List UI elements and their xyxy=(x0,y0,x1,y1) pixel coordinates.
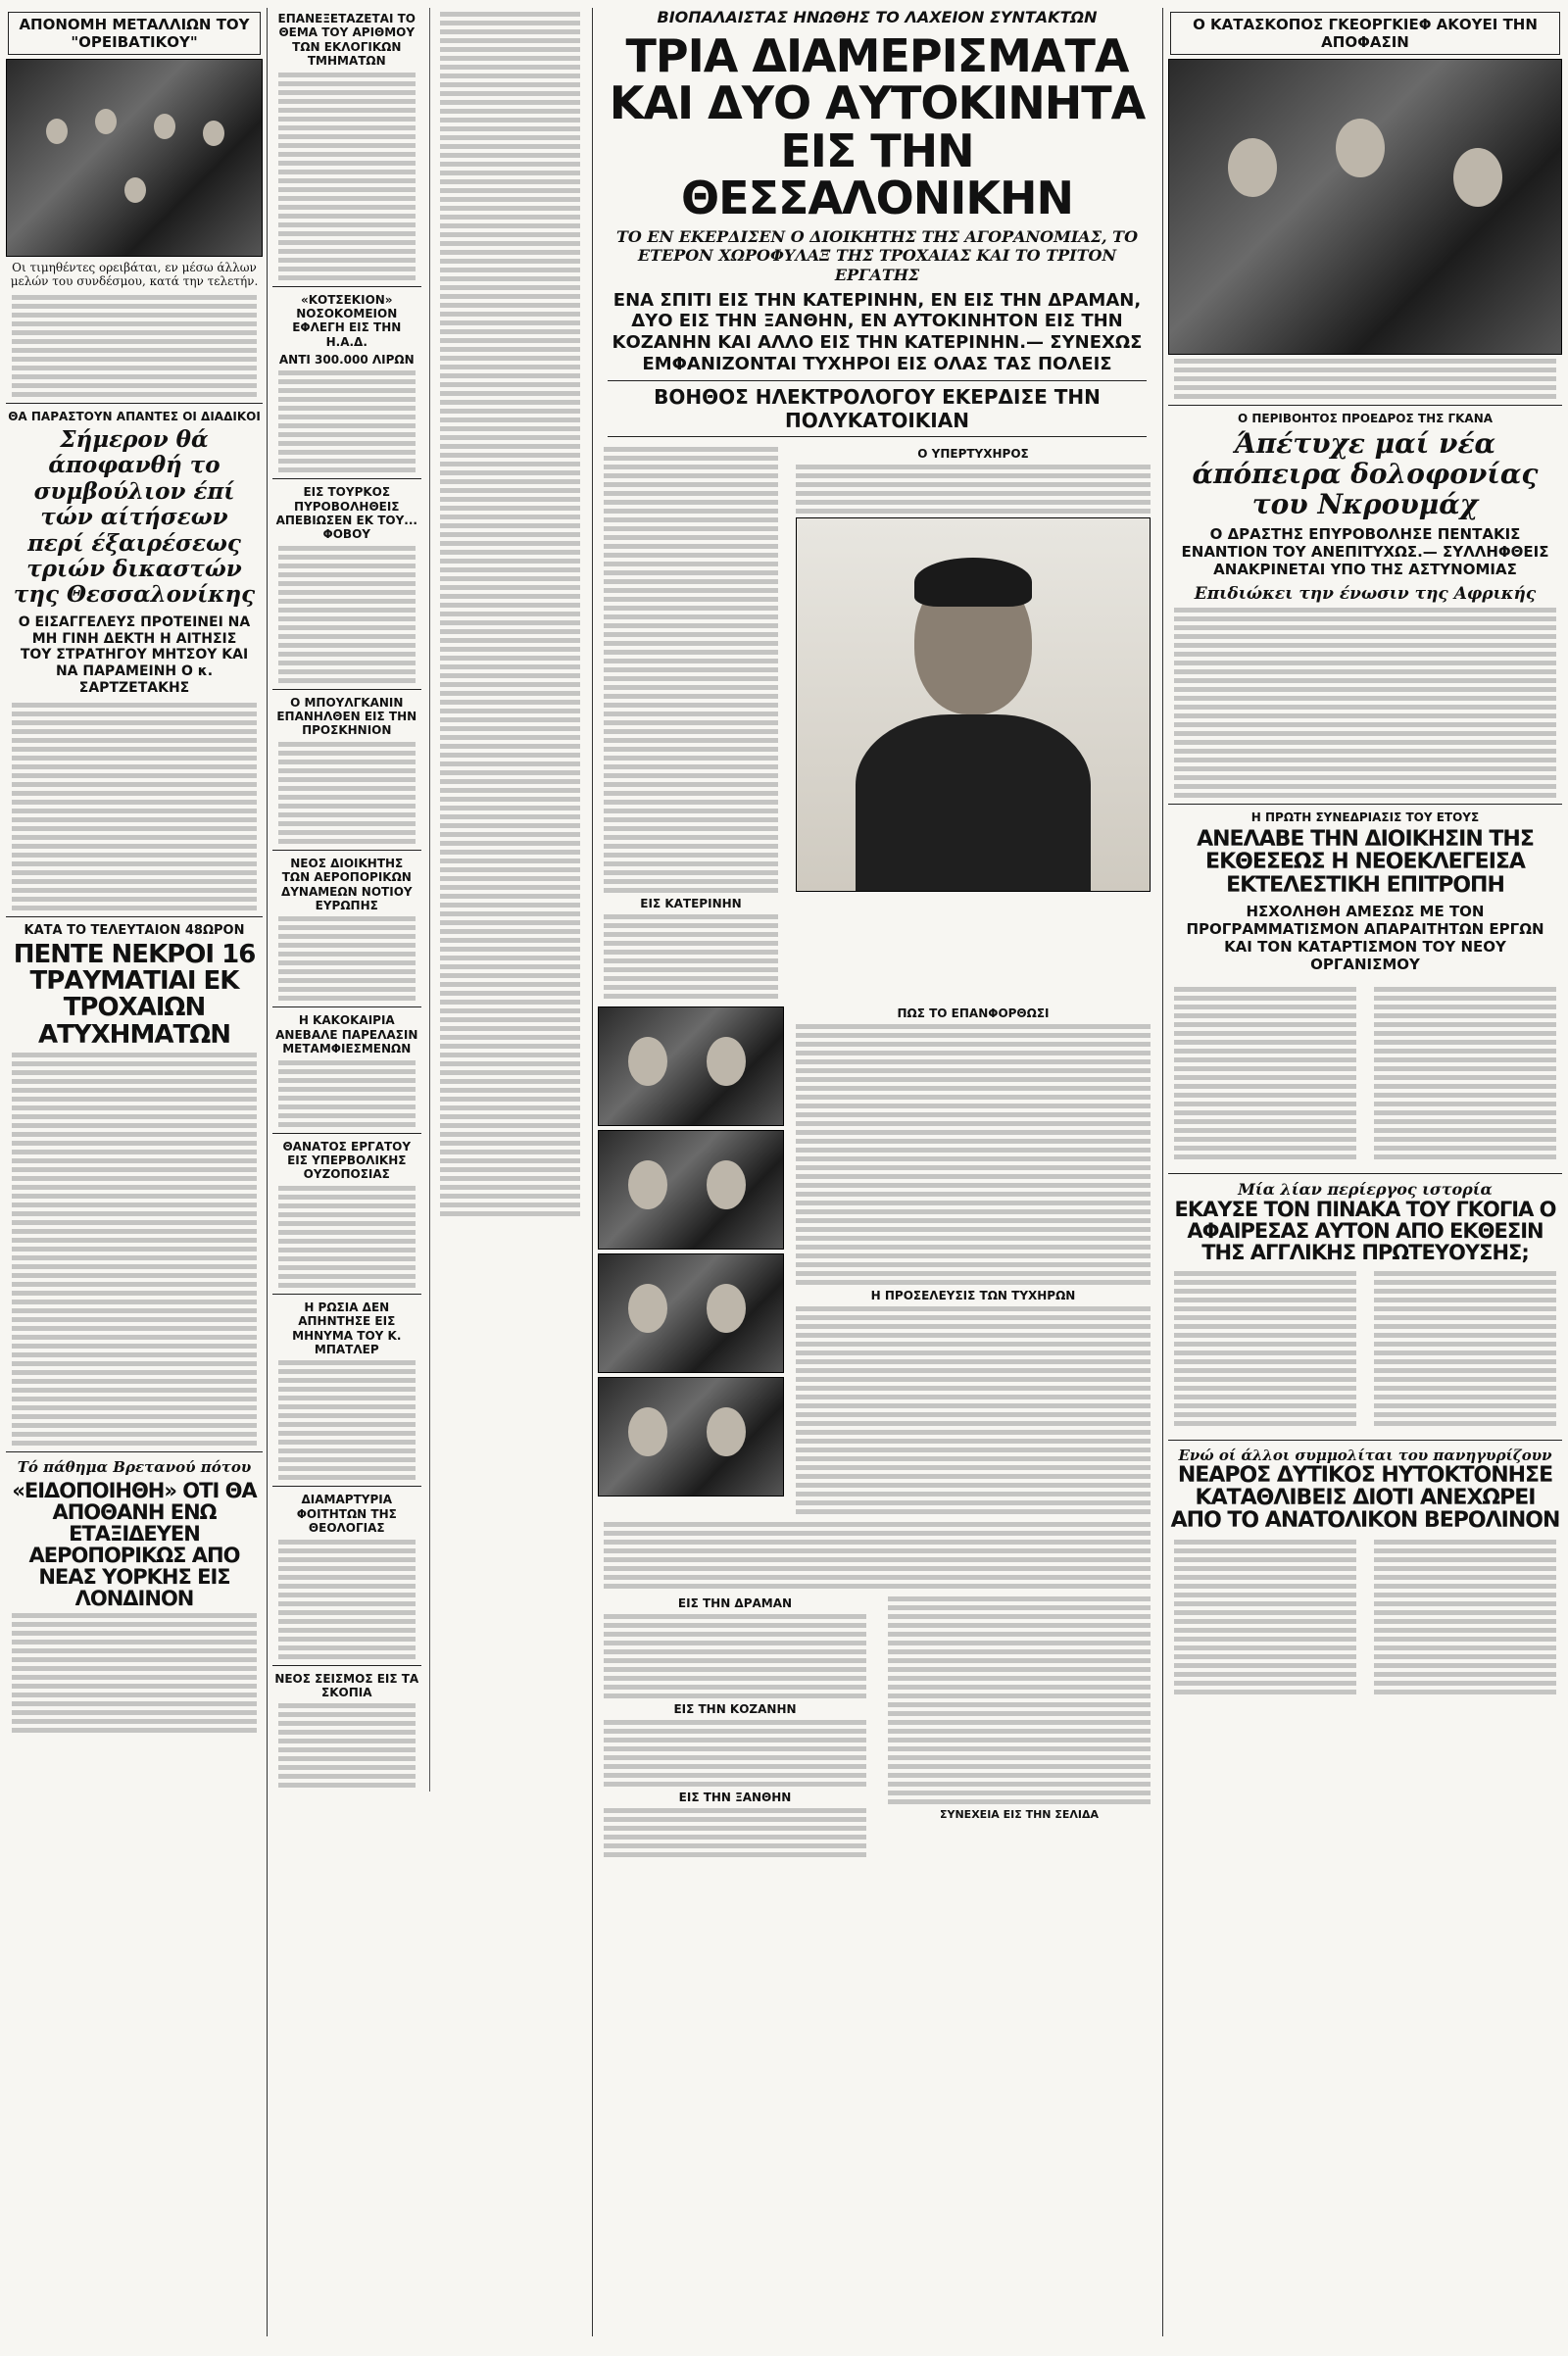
col2-continuation xyxy=(429,8,586,1792)
col1-body-4 xyxy=(12,1613,257,1733)
lead-headline: ΤΡΙΑ ΔΙΑΜΕΡΙΣΜΑΤΑ ΚΑΙ ΔΥΟ ΑΥΤΟΚΙΝΗΤΑ ΕΙΣ ΤΗΝ ΘΕΣΣΑΛΟΝΙΚΗΝ xyxy=(609,29,1146,224)
lead-section-drama: ΕΙΣ ΤΗΝ ΔΡΑΜΑΝ xyxy=(677,1596,793,1611)
lead-sub3: ΒΟΗΘΟΣ ΗΛΕΚΤΡΟΛΟΓΟΥ ΕΚΕΡΔΙΣΕ ΤΗΝ ΠΟΛΥΚΑΤΟΙΚΙΑΝ xyxy=(608,380,1147,437)
col1-body-1 xyxy=(12,295,257,397)
lead-kicker: ΒΙΟΠΑΛΑΙΣΤΑΣ ΗΝΩΘΗΣ ΤΟ ΛΑΧΕΙΟΝ ΣΥΝΤΑΚΤΩΝ xyxy=(657,8,1098,26)
col6-headline3: ΑΝΕΛΑΒΕ ΤΗΝ ΔΙΟΙΚΗΣΙΝ ΤΗΣ ΕΚΘΕΣΕΩΣ Η ΝΕΟΕΚΛΕΓΕΙΣΑ ΕΚΤΕΛΕΣΤΙΚΗ ΕΠΙΤΡΟΠΗ xyxy=(1197,827,1534,898)
lead-section-xanthi: ΕΙΣ ΤΗΝ ΞΑΝΘΗΝ xyxy=(678,1791,792,1805)
col1-body-3 xyxy=(12,1053,257,1446)
winner-portrait xyxy=(796,517,1151,892)
lead-text-col-b xyxy=(790,443,1156,1003)
col6-kicker3: Η ΠΡΩΤΗ ΣΥΝΕΔΡΙΑΣΙΣ ΤΟΥ ΕΤΟΥΣ xyxy=(1250,810,1480,825)
col6-sub2b: Επιδιώκει την ένωσιν της Αφρικής xyxy=(1194,584,1537,605)
col2-header1: ΕΠΑΝΕΞΕΤΑΖΕΤΑΙ ΤΟ ΘΕΜΑ ΤΟΥ ΑΡΙΘΜΟΥ ΤΩΝ ΕΚΛΟΓΙΚΩΝ ΤΜΗΜΑΤΩΝ xyxy=(277,12,416,69)
col6-kicker5: Ενώ οί άλλοι συμμολίται του πανηγυρίζουν xyxy=(1178,1446,1552,1464)
lead-photo-grid xyxy=(598,1003,784,1518)
col6-top-header: Ο ΚΑΤΑΣΚΟΠΟΣ ΓΚΕΟΡΓΚΙΕΦ ΑΚΟΥΕΙ ΤΗΝ ΑΠΟΦΑΣΙΝ xyxy=(1170,12,1560,55)
col2-header6: Η ΚΑΚΟΚΑΙΡΙΑ ΑΝΕΒΑΛΕ ΠΑΡΕΛΑΣΙΝ ΜΕΤΑΜΦΙΕΣΜΕΝΩΝ xyxy=(275,1013,418,1056)
center-lead-story xyxy=(598,8,1156,2336)
col2-header8: Η ΡΩΣΙΑ ΔΕΝ ΑΠΗΝΤΗΣΕ ΕΙΣ ΜΗΝΥΜΑ ΤΟΥ Κ. ΜΠΑΤΛΕΡ xyxy=(292,1300,402,1356)
lead-footer: ΣΥΝΕΧΕΙΑ ΕΙΣ ΤΗΝ ΣΕΛΙΔΑ xyxy=(940,1808,1099,1822)
col1-story4-headline: «ΕΙΔΟΠΟΙΗΘΗ» ΟΤΙ ΘΑ ΑΠΟΘΑΝΗ ΕΝΩ ΕΤΑΞΙΔΕΥΕΝ ΑΕΡΟΠΟΡΙΚΩΣ ΑΠΟ ΝΕΑΣ ΥΟΡΚΗΣ ΕΙΣ ΛΟΝΔΙΝΟΝ xyxy=(12,1479,257,1611)
column-1 xyxy=(6,8,263,2336)
col2-header7: ΘΑΝΑΤΟΣ ΕΡΓΑΤΟΥ ΕΙΣ ΥΠΕΡΒΟΛΙΚΗΣ ΟΥΖΟΠΟΣΙΑΣ xyxy=(282,1139,412,1182)
col1-body-2 xyxy=(12,703,257,910)
lead-section-lucky: Η ΠΡΟΣΕΛΕΥΣΙΣ ΤΩΝ ΤΥΧΗΡΩΝ xyxy=(870,1289,1076,1303)
lead-section-dist: ΠΩΣ ΤΟ ΕΠΑΝΦΟΡΘΩΣΙ xyxy=(897,1006,1050,1021)
spy-photo xyxy=(1168,59,1562,355)
col1-story2-headline: Σήμερον θά άποφανθή το συμβούλιον έπί τών αίτήσεων περί έξαιρέσεως τριών δικαστών της Θεσσαλονίκης xyxy=(13,425,256,609)
col1-top-header: ΑΠΟΝΟΜΗ ΜΕΤΑΛΛΙΩΝ ΤΟΥ "ΟΡΕΙΒΑΤΙΚΟΥ" xyxy=(8,12,261,55)
col1-story4-kicker: Τό πάθημα Βρετανού πότου xyxy=(17,1458,252,1477)
col1-story2-kicker: ΘΑ ΠΑΡΑΣΤΟΥΝ ΑΠΑΝΤΕΣ ΟΙ ΔΙΑΔΙΚΟΙ xyxy=(8,409,261,423)
col6-headline2: Άπέτυχε μαί νέα άπόπειρα δολοφονίας του Νκρουμάχ xyxy=(1192,427,1539,520)
col2-header2: «ΚΟΤΣΕΚΙΟΝ» ΝΟΣΟΚΟΜΕΙΟΝ ΕΦΛΕΓΗ ΕΙΣ ΤΗΝ Η.Α.Δ. xyxy=(292,292,402,349)
col2-header9: ΔΙΑΜΑΡΤΥΡΙΑ ΦΟΙΤΗΤΩΝ ΤΗΣ ΘΕΟΛΟΓΙΑΣ xyxy=(296,1493,397,1536)
col1-story3-headline: ΠΕΝΤΕ ΝΕΚΡΟΙ 16 ΤΡΑΥΜΑΤΙΑΙ ΕΚ ΤΡΟΧΑΙΩΝ ΑΤΥΧΗΜΑΤΩΝ xyxy=(13,939,256,1050)
column-2 xyxy=(272,8,586,2336)
lead-sub2: ΕΝΑ ΣΠΙΤΙ ΕΙΣ ΤΗΝ ΚΑΤΕΡΙΝΗΝ, ΕΝ ΕΙΣ ΤΗΝ ΔΡΑΜΑΝ, ΔΥΟ ΕΙΣ ΤΗΝ ΞΑΝΘΗΝ, ΕΝ ΑΥΤΟΚΙΝΗΤΟΝ ΕΙΣ ΤΗΝ ΚΟΖΑΝΗΝ ΚΑΙ ΑΛΛΟ ΕΙΣ ΤΗΝ ΚΑΤΕΡΙΝΗΝ.— ΣΥΝΕΧΩΣ ΕΜΦΑΝΙΖΟΝΤΑΙ ΤΥΧΗΡΟΙ ΕΙΣ ΟΛΑΣ ΤΑΣ ΠΟΛΕΙΣ xyxy=(612,289,1143,374)
col2-header3: ΕΙΣ ΤΟΥΡΚΟΣ ΠΥΡΟΒΟΛΗΘΕΙΣ ΑΠΕΒΙΩΣΕΝ ΕΚ ΤΟΥ... ΦΟΒΟΥ xyxy=(275,485,417,542)
lead-section-kozani: ΕΙΣ ΤΗΝ ΚΟΖΑΝΗΝ xyxy=(673,1702,797,1717)
col1-story2-sub: Ο ΕΙΣΑΓΓΕΛΕΥΣ ΠΡΟΤΕΙΝΕΙ ΝΑ ΜΗ ΓΙΝΗ ΔΕΚΤΗ Η ΑΙΤΗΣΙΣ ΤΟΥ ΣΤΡΑΤΗΓΟΥ ΜΗΤΣΟΥ ΚΑΙ ΝΑ ΠΑΡΑΜΕΙΝΗ Ο κ. ΣΑΡΤΖΕΤΑΚΗΣ xyxy=(18,614,251,697)
col6-headline5: ΝΕΑΡΟΣ ΔΥΤΙΚΟΣ ΗΥΤΟΚΤΟΝΗΣΕ ΚΑΤΑΘΛΙΒΕΙΣ ΔΙΟΤΙ ΑΝΕΧΩΡΕΙ ΑΠΟ ΤΟ ΑΝΑΤΟΛΙΚΟΝ ΒΕΡΟΛΙΝΟΝ xyxy=(1170,1462,1560,1533)
group-photo xyxy=(6,59,263,257)
col6-headline4: ΕΚΑΥΣΕ ΤΟΝ ΠΙΝΑΚΑ ΤΟΥ ΓΚΟΓΙΑ Ο ΑΦΑΙΡΕΣΑΣ ΑΥΤΟΝ ΑΠΟ ΕΚΘΕΣΙΝ ΤΗΣ ΑΓΓΛΙΚΗΣ ΠΡΩΤΕΥΟΥΣΗΣ; xyxy=(1174,1197,1556,1264)
col2-header4: Ο ΜΠΟΥΛΓΚΑΝΙΝ ΕΠΑΝΗΛΘΕΝ ΕΙΣ ΤΗΝ ΠΡΟΣΚΗΝΙΟΝ xyxy=(276,695,417,738)
lead-section-winner: Ο ΥΠΕΡΤΥΧΗΡΟΣ xyxy=(917,447,1029,462)
col6-kicker4: Μία λίαν περίεργος ιστορία xyxy=(1238,1179,1493,1199)
col6-sub3: ΗΣΧΟΛΗΘΗ ΑΜΕΣΩΣ ΜΕ ΤΟΝ ΠΡΟΓΡΑΜΜΑΤΙΣΜΟΝ ΑΠΑΡΑΙΤΗΤΩΝ ΕΡΓΩΝ ΚΑΙ ΤΟΝ ΚΑΤΑΡΤΙΣΜΟΝ ΤΟΥ ΝΕΟΥ ΟΡΓΑΝΙΣΜΟΥ xyxy=(1186,902,1544,973)
lead-section-katerini: ΕΙΣ ΚΑΤΕΡΙΝΗΝ xyxy=(640,897,742,911)
col6-kicker2: Ο ΠΕΡΙΒΟΗΤΟΣ ΠΡΟΕΔΡΟΣ ΤΗΣ ΓΚΑΝΑ xyxy=(1237,412,1494,425)
lead-sub1: ΤΟ ΕΝ ΕΚΕΡΔΙΣΕΝ Ο ΔΙΟΙΚΗΤΗΣ ΤΗΣ ΑΓΟΡΑΝΟΜΙΑΣ, ΤΟ ΕΤΕΡΟΝ ΧΩΡΟΦΥΛΑΞ ΤΗΣ ΤΡΟΧΑΙΑΣ ΚΑΙ ΤΟ ΤΡΙΤΟΝ ΕΡΓΑΤΗΣ xyxy=(615,227,1139,284)
col2-header10: ΝΕΟΣ ΣΕΙΣΜΟΣ ΕΙΣ ΤΑ ΣΚΟΠΙΑ xyxy=(274,1671,419,1699)
col2-header2-sub: ΑΝΤΙ 300.000 ΛΙΡΩΝ xyxy=(278,353,415,368)
group-photo-caption: Οι τιμηθέντες ορειβάται, εν μέσω άλλων μελών του συνδέσμου, κατά την τελετήν. xyxy=(10,261,259,289)
col2-header5: ΝΕΟΣ ΔΙΟΙΚΗΤΗΣ ΤΩΝ ΑΕΡΟΠΟΡΙΚΩΝ ΔΥΝΑΜΕΩΝ ΝΟΤΙΟΥ ΕΥΡΩΠΗΣ xyxy=(280,856,413,913)
lead-text-col-a xyxy=(598,443,784,1003)
column-6 xyxy=(1168,8,1562,2336)
col6-sub2: Ο ΔΡΑΣΤΗΣ ΕΠΥΡΟΒΟΛΗΣΕ ΠΕΝΤΑΚΙΣ ΕΝΑΝΤΙΟΝ ΤΟΥ ΑΝΕΠΙΤΥΧΩΣ.— ΣΥΛΛΗΦΘΕΙΣ ΑΝΑΚΡΙΝΕΤΑΙ ΥΠΟ ΤΗΣ ΑΣΤΥΝΟΜΙΑΣ xyxy=(1181,525,1549,579)
col1-story3-kicker: ΚΑΤΑ ΤΟ ΤΕΛΕΥΤΑΙΟΝ 48ΩΡΟΝ xyxy=(24,922,245,938)
